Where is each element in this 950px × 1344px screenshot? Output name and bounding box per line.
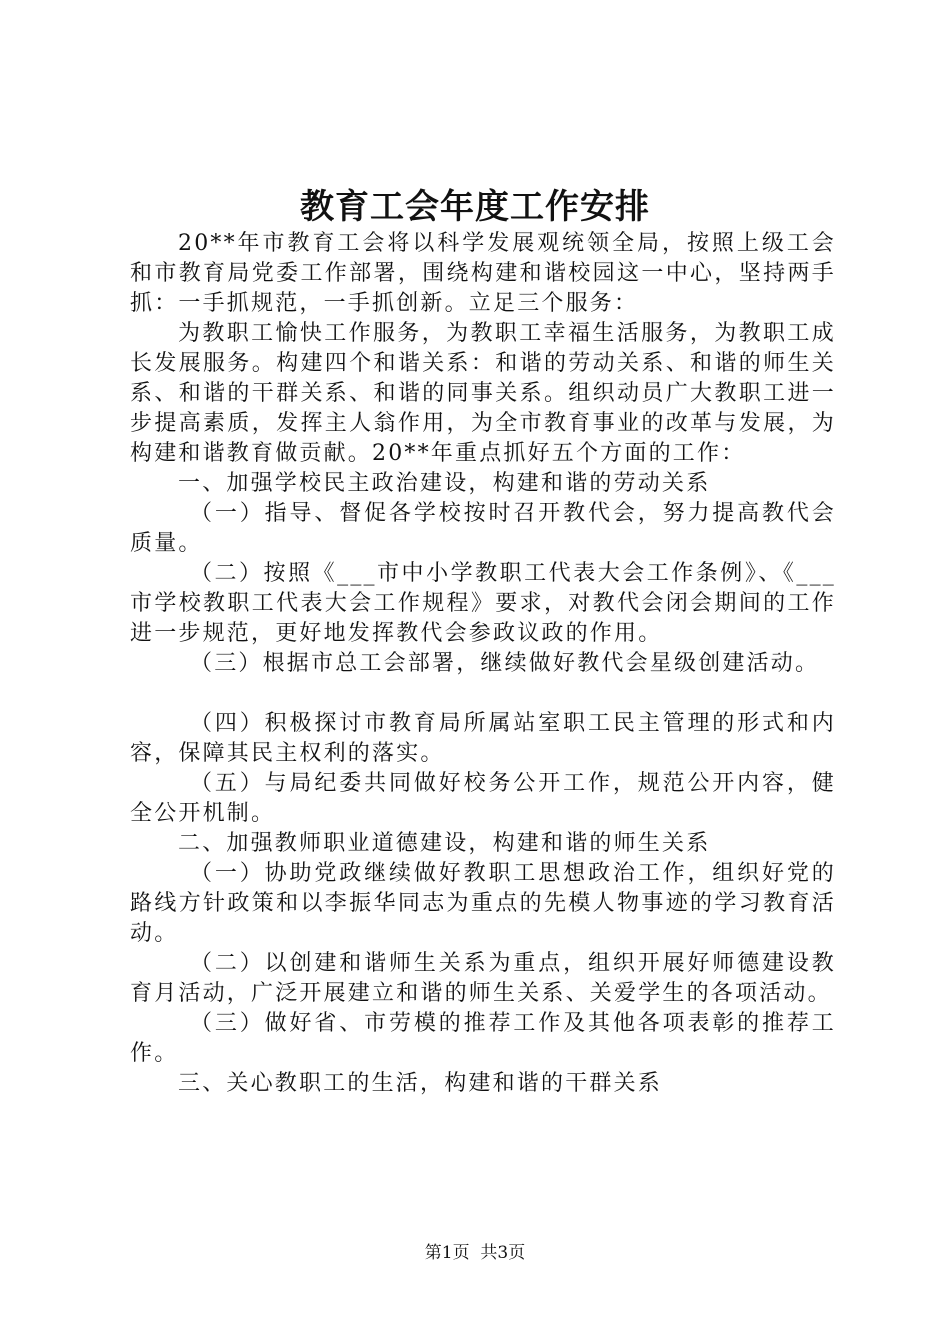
item-1-1: （一）指导、督促各学校按时召开教代会，努力提高教代会质量。 bbox=[130, 501, 836, 556]
page-footer bbox=[0, 1241, 950, 1265]
item-1-2: （二）按照《___市中小学教职工代表大会工作条例》、《___市学校教职工代表大会工作规程》要求，对教代会闭会期间的工作进一步规范，更好地发挥教代会参政议政的作用。 bbox=[130, 561, 836, 646]
document-body bbox=[130, 229, 836, 1099]
document-title: 教育工会年度工作安排 bbox=[300, 187, 650, 227]
item-1-4: （四）积极探讨市教育局所属站室职工民主管理的形式和内容，保障其民主权利的落实。 bbox=[130, 711, 836, 766]
page-total: 共3页 bbox=[480, 1243, 526, 1263]
section-heading-3: 三、关心教职工的生活，构建和谐的干群关系 bbox=[178, 1071, 663, 1096]
paragraph-intro: 20**年市教育工会将以科学发展观统领全局，按照上级工会和市教育局党委工作部署，围绕构建和谐校园这一中心，坚持两手抓：一手抓规范，一手抓创新。立足三个服务： bbox=[130, 231, 836, 316]
section-heading-1: 一、加强学校民主政治建设，构建和谐的劳动关系 bbox=[178, 471, 711, 496]
page-number: 第1页 bbox=[424, 1243, 470, 1263]
item-1-5: （五）与局纪委共同做好校务公开工作，规范公开内容，健全公开机制。 bbox=[130, 771, 836, 826]
blank-line bbox=[130, 679, 836, 709]
item-1-3: （三）根据市总工会部署，继续做好教代会星级创建活动。 bbox=[190, 651, 820, 676]
section-heading-2: 二、加强教师职业道德建设，构建和谐的师生关系 bbox=[178, 831, 711, 856]
item-2-2: （二）以创建和谐师生关系为重点，组织开展好师德建设教育月活动，广泛开展建立和谐的师生关系、关爱学生的各项活动。 bbox=[130, 951, 836, 1006]
item-2-1: （一）协助党政继续做好教职工思想政治工作，组织好党的路线方针政策和以李振华同志为重点的先模人物事迹的学习教育活动。 bbox=[130, 861, 836, 946]
paragraph-services: 为教职工愉快工作服务，为教职工幸福生活服务，为教职工成长发展服务。构建四个和谐关系：和谐的劳动关系、和谐的师生关系、和谐的干群关系、和谐的同事关系。组织动员广大教职工进一步提高素质，发挥主人翁作用，为全市教育事业的改革与发展，为构建和谐教育做贡献。20**年重点抓好五个方面的工作： bbox=[130, 321, 836, 466]
item-2-3: （三）做好省、市劳模的推荐工作及其他各项表彰的推荐工作。 bbox=[130, 1011, 836, 1066]
